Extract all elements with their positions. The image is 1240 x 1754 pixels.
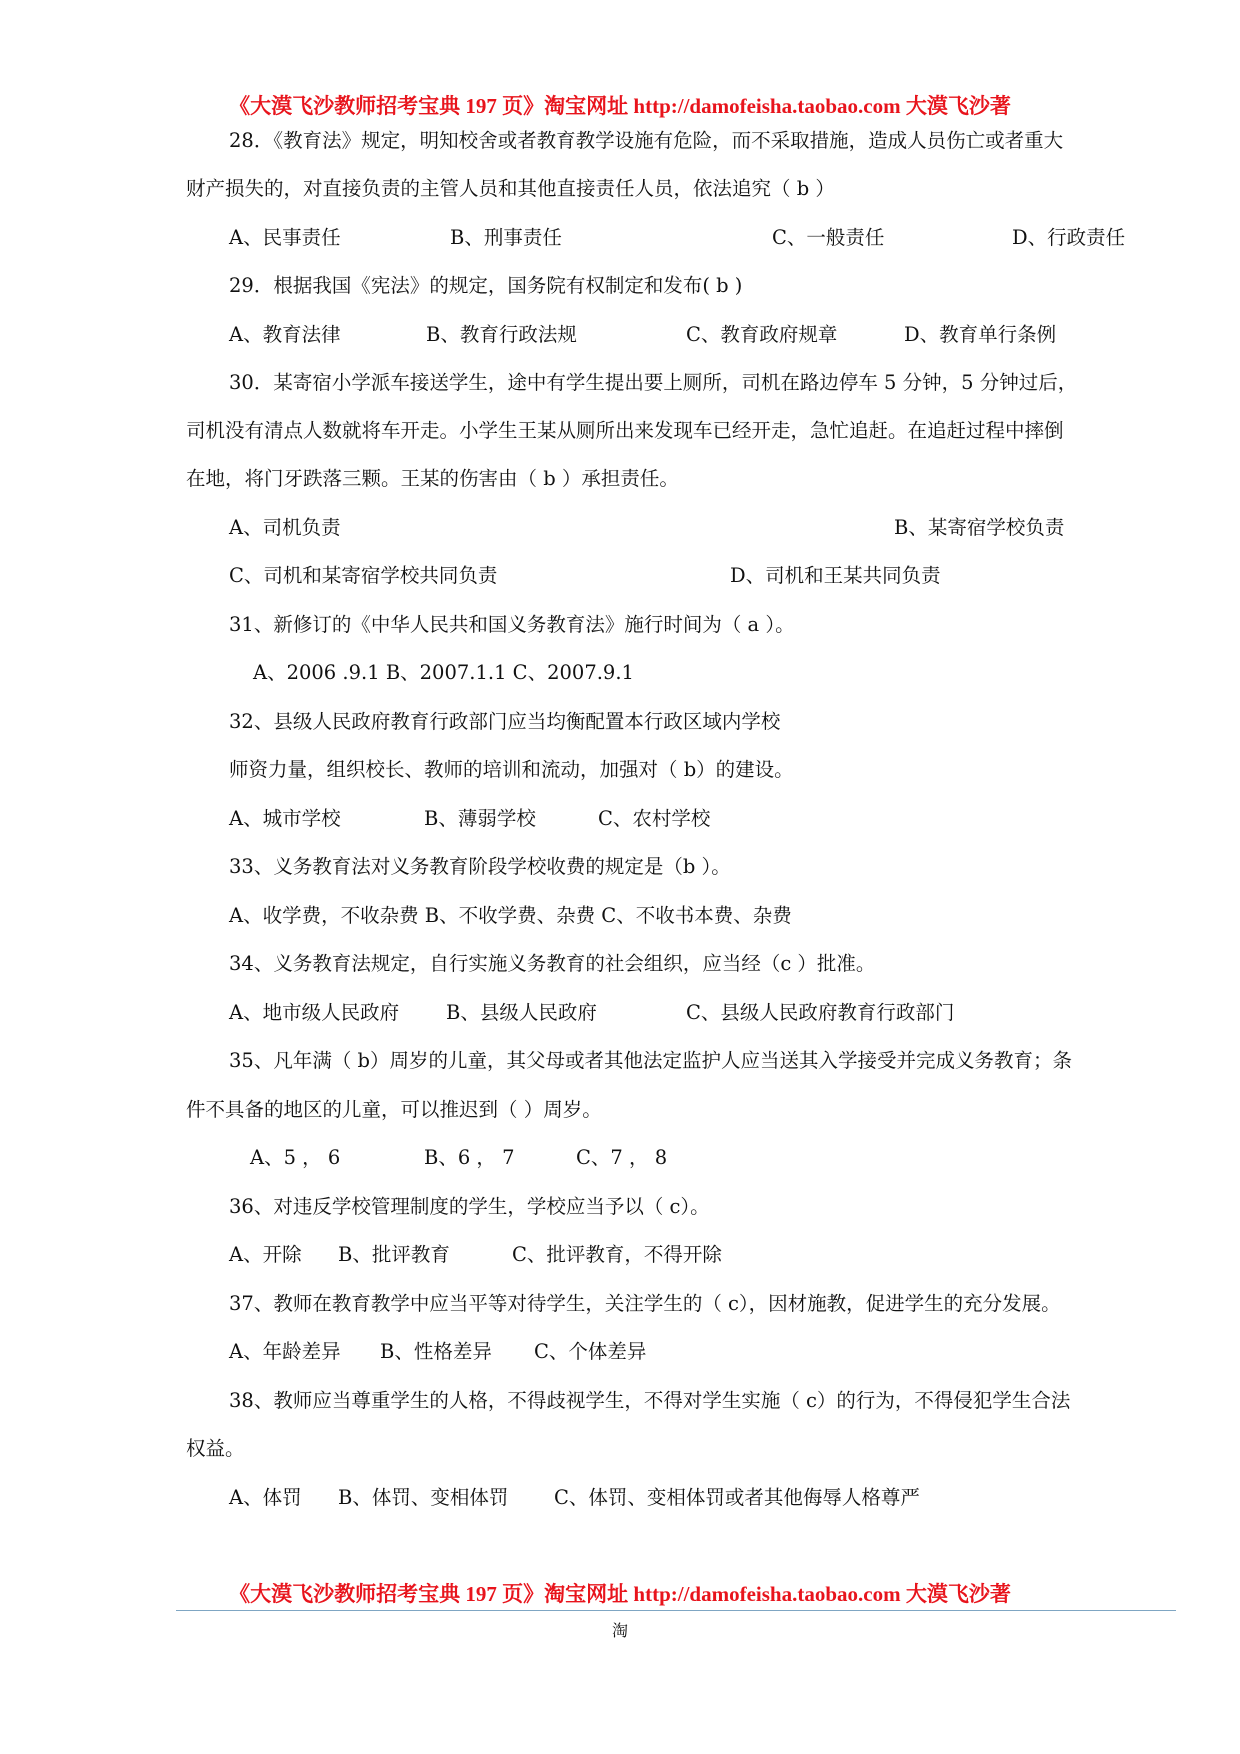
question-29-option-b: B、教育行政法规 xyxy=(426,323,577,346)
question-34-option-a: A、地市级人民政府 xyxy=(229,1001,400,1024)
header-banner: 《大漠飞沙教师招考宝典 197 页》淘宝网址 http://damofeisha.taobao.com 大漠飞沙著 xyxy=(229,94,1011,118)
question-38-option-c: C、体罚、变相体罚或者其他侮辱人格尊严 xyxy=(554,1486,920,1509)
question-36-option-a: A、开除 xyxy=(229,1243,302,1266)
question-30-option-a: A、司机负责 xyxy=(229,516,341,539)
question-37-text: 37、教师在教育教学中应当平等对待学生，关注学生的（ c），因材施教，促进学生的充分发展。 xyxy=(229,1292,1061,1315)
question-37-option-c: C、个体差异 xyxy=(534,1340,647,1363)
question-31-text: 31、新修订的《中华人民共和国义务教育法》施行时间为（ a ）。 xyxy=(229,613,795,636)
question-35-text: 35、凡年满（ b）周岁的儿童，其父母或者其他法定监护人应当送其入学接受并完成义务教育；条 xyxy=(229,1049,1072,1072)
question-33-text: 33、义务教育法对义务教育阶段学校收费的规定是（b ）。 xyxy=(229,855,731,878)
question-36-text: 36、对违反学校管理制度的学生，学校应当予以（ c）。 xyxy=(229,1195,710,1218)
question-31-options: A、2006 .9.1 B、2007.1.1 C、2007.9.1 xyxy=(253,661,634,684)
question-34-option-b: B、县级人民政府 xyxy=(446,1001,597,1024)
question-29-option-a: A、教育法律 xyxy=(229,323,341,346)
question-28-text-cont: 财产损失的，对直接负责的主管人员和其他直接责任人员，依法追究（ b ） xyxy=(186,177,835,200)
question-38-option-b: B、体罚、变相体罚 xyxy=(338,1486,509,1509)
question-34-text: 34、义务教育法规定，自行实施义务教育的社会组织，应当经（c ）批准。 xyxy=(229,952,876,975)
question-36-option-c: C、批评教育，不得开除 xyxy=(512,1243,722,1266)
question-30-option-c: C、司机和某寄宿学校共同负责 xyxy=(229,564,498,587)
question-35-text-cont: 件不具备的地区的儿童，可以推迟到（ ）周岁。 xyxy=(186,1098,602,1121)
question-32-text-cont: 师资力量，组织校长、教师的培训和流动，加强对（ b）的建设。 xyxy=(229,758,794,781)
question-28-option-b: B、刑事责任 xyxy=(450,226,562,249)
question-35-option-a: A、5 ， 6 xyxy=(250,1146,341,1169)
question-28-option-d: D、行政责任 xyxy=(1012,226,1126,249)
question-35-option-c: C、7 ， 8 xyxy=(576,1146,668,1169)
question-32-option-a: A、城市学校 xyxy=(229,807,341,830)
question-38-text: 38、教师应当尊重学生的人格，不得歧视学生，不得对学生实施（ c）的行为，不得侵犯学生合法 xyxy=(229,1389,1071,1412)
question-28-option-a: A、民事责任 xyxy=(229,226,341,249)
question-30-option-b: B、某寄宿学校负责 xyxy=(894,516,1065,539)
question-38-text-cont: 权益。 xyxy=(186,1437,245,1460)
question-29-text: 29．根据我国《宪法》的规定，国务院有权制定和发布( b ) xyxy=(229,274,743,297)
question-29-option-d: D、教育单行条例 xyxy=(904,323,1057,346)
question-28-option-c: C、一般责任 xyxy=(772,226,885,249)
question-37-option-b: B、性格差异 xyxy=(380,1340,492,1363)
question-38-option-a: A、体罚 xyxy=(229,1486,302,1509)
question-29-option-c: C、教育政府规章 xyxy=(686,323,838,346)
question-32-option-c: C、农村学校 xyxy=(598,807,711,830)
question-33-options: A、收学费，不收杂费 B、不收学费、杂费 C、不收书本费、杂费 xyxy=(229,904,792,927)
question-30-text-cont-1: 司机没有清点人数就将车开走。小学生王某从厕所出来发现车已经开走，急忙追赶。在追赶过程中摔倒 xyxy=(186,419,1064,442)
footer-divider xyxy=(176,1610,1176,1611)
question-35-option-b: B、6 ， 7 xyxy=(424,1146,515,1169)
question-30-text: 30．某寄宿小学派车接送学生，途中有学生提出要上厕所，司机在路边停车 5 分钟，5 分钟过后， xyxy=(229,371,1078,394)
footer-label: 淘 xyxy=(611,1621,628,1640)
question-30-option-d: D、司机和王某共同负责 xyxy=(730,564,941,587)
question-34-option-c: C、县级人民政府教育行政部门 xyxy=(686,1001,955,1024)
footer-banner: 《大漠飞沙教师招考宝典 197 页》淘宝网址 http://damofeisha.taobao.com 大漠飞沙著 xyxy=(229,1582,1011,1606)
question-32-option-b: B、薄弱学校 xyxy=(424,807,536,830)
question-30-text-cont-2: 在地，将门牙跌落三颗。王某的伤害由（ b ）承担责任。 xyxy=(186,467,679,490)
question-28-text: 28．《教育法》规定，明知校舍或者教育教学设施有危险，而不采取措施，造成人员伤亡或者重大 xyxy=(229,129,1064,152)
question-37-option-a: A、年龄差异 xyxy=(229,1340,341,1363)
question-32-text: 32、县级人民政府教育行政部门应当均衡配置本行政区域内学校 xyxy=(229,710,781,733)
question-36-option-b: B、批评教育 xyxy=(338,1243,450,1266)
